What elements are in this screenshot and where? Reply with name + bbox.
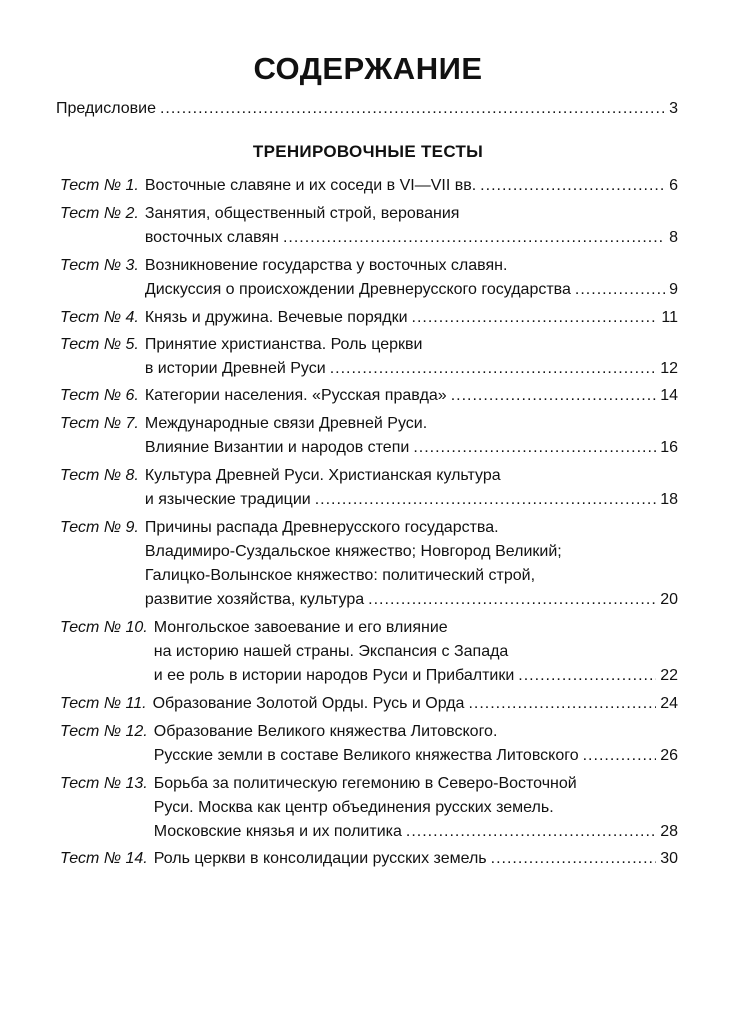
entry-title-line: на историю нашей страны. Экспансия с Запада <box>153 643 509 660</box>
entry-title-line: Борьба за политическую гегемонию в Северо-Восточной <box>153 775 577 792</box>
entry-title-line: Монгольское завоевание и его влияние <box>153 619 448 636</box>
test-label: Тест № 13. <box>60 775 148 792</box>
toc-entry[interactable] <box>60 847 678 871</box>
entry-title-line: Занятия, общественный строй, верования <box>144 205 460 222</box>
page-number: 18 <box>660 491 678 508</box>
entry-title-line: Галицко-Волынское княжество: политический строй, <box>144 567 536 584</box>
dot-leader <box>315 488 657 512</box>
dot-leader <box>413 436 656 460</box>
toc-entry[interactable] <box>60 306 678 330</box>
test-label: Тест № 7. <box>60 415 139 432</box>
entry-title-line: Руси. Москва как центр объединения русских земель. <box>153 799 554 816</box>
entry-title-line: восточных славян <box>144 229 279 246</box>
test-label: Тест № 11. <box>60 695 147 712</box>
test-label: Тест № 8. <box>60 467 139 484</box>
dot-leader <box>368 588 656 612</box>
test-label: Тест № 6. <box>60 387 139 404</box>
page-number: 30 <box>660 850 678 867</box>
toc-entry[interactable] <box>60 202 678 250</box>
page-number: 6 <box>669 177 678 194</box>
entry-title-line: Категории населения. «Русская правда» <box>144 387 447 404</box>
section-heading: ТРЕНИРОВОЧНЫЕ ТЕСТЫ <box>252 142 484 161</box>
entry-title-line: Культура Древней Руси. Христианская культура <box>144 467 501 484</box>
preface-title: Предисловие <box>56 100 156 117</box>
page-number: 8 <box>669 229 678 246</box>
page-number: 22 <box>660 667 678 684</box>
toc-entry[interactable] <box>60 616 678 688</box>
toc-entry[interactable] <box>60 174 678 198</box>
toc-entry[interactable] <box>60 516 678 612</box>
dot-leader <box>491 847 657 871</box>
test-label: Тест № 14. <box>60 850 148 867</box>
entry-title-line: и языческие традиции <box>144 491 311 508</box>
dot-leader <box>283 226 665 250</box>
entry-title-line: Русские земли в составе Великого княжества Литовского <box>153 747 579 764</box>
test-label: Тест № 1. <box>60 177 139 194</box>
entry-title-line: Восточные славяне и их соседи в VI—VII вв. <box>144 177 477 194</box>
toc-entry[interactable] <box>60 254 678 302</box>
page-number: 28 <box>660 823 678 840</box>
toc-entry[interactable] <box>60 464 678 512</box>
page-number: 24 <box>660 695 678 712</box>
entry-title-line: Князь и дружина. Вечевые порядки <box>144 309 408 326</box>
test-label: Тест № 10. <box>60 619 148 636</box>
dot-leader <box>575 278 665 302</box>
entry-title-line: Роль церкви в консолидации русских земель <box>153 850 487 867</box>
preface-page-number: 3 <box>669 100 678 117</box>
page-number: 26 <box>660 747 678 764</box>
entry-title-line: Владимиро-Суздальское княжество; Новгород Великий; <box>144 543 562 560</box>
test-label: Тест № 5. <box>60 336 139 353</box>
dot-leader <box>468 692 656 716</box>
entry-title-line: Международные связи Древней Руси. <box>144 415 428 432</box>
toc-entry[interactable] <box>60 333 678 381</box>
entry-title-line: Московские князья и их политика <box>153 823 402 840</box>
table-of-contents <box>60 174 678 871</box>
toc-entry[interactable] <box>60 412 678 460</box>
page-number: 12 <box>660 360 678 377</box>
test-label: Тест № 12. <box>60 723 148 740</box>
entry-title-line: Возникновение государства у восточных славян. <box>144 257 508 274</box>
entry-title-line: Дискуссия о происхождении Древнерусского государства <box>144 281 571 298</box>
test-label: Тест № 2. <box>60 205 139 222</box>
toc-entry[interactable] <box>60 720 678 768</box>
dot-leader <box>480 174 665 198</box>
page-number: 9 <box>669 281 678 298</box>
test-label: Тест № 4. <box>60 309 139 326</box>
entry-title-line: Принятие христианства. Роль церкви <box>144 336 423 353</box>
entry-title-line: развитие хозяйства, культура <box>144 591 365 608</box>
test-label: Тест № 9. <box>60 519 139 536</box>
entry-title-line: Причины распада Древнерусского государства. <box>144 519 499 536</box>
page-number: 14 <box>660 387 678 404</box>
page-title: СОДЕРЖАНИЕ <box>253 50 483 86</box>
entry-title-line: Влияние Византии и народов степи <box>144 439 410 456</box>
page-number: 16 <box>660 439 678 456</box>
page-number: 11 <box>661 309 678 326</box>
dot-leader <box>330 357 657 381</box>
entry-title-line: Образование Великого княжества Литовского. <box>153 723 498 740</box>
toc-entry[interactable] <box>60 772 678 844</box>
entry-title-line: Образование Золотой Орды. Русь и Орда <box>152 695 465 712</box>
toc-entry-preface[interactable] <box>56 100 678 118</box>
dot-leader <box>583 744 657 768</box>
dot-leader <box>518 664 656 688</box>
dot-leader <box>160 100 665 118</box>
test-label: Тест № 3. <box>60 257 139 274</box>
dot-leader <box>412 306 658 330</box>
page-number: 20 <box>660 591 678 608</box>
dot-leader <box>406 820 656 844</box>
entry-title-line: и ее роль в истории народов Руси и Прибалтики <box>153 667 515 684</box>
dot-leader <box>451 384 657 408</box>
toc-entry[interactable] <box>60 384 678 408</box>
entry-title-line: в истории Древней Руси <box>144 360 326 377</box>
toc-entry[interactable] <box>60 692 678 716</box>
